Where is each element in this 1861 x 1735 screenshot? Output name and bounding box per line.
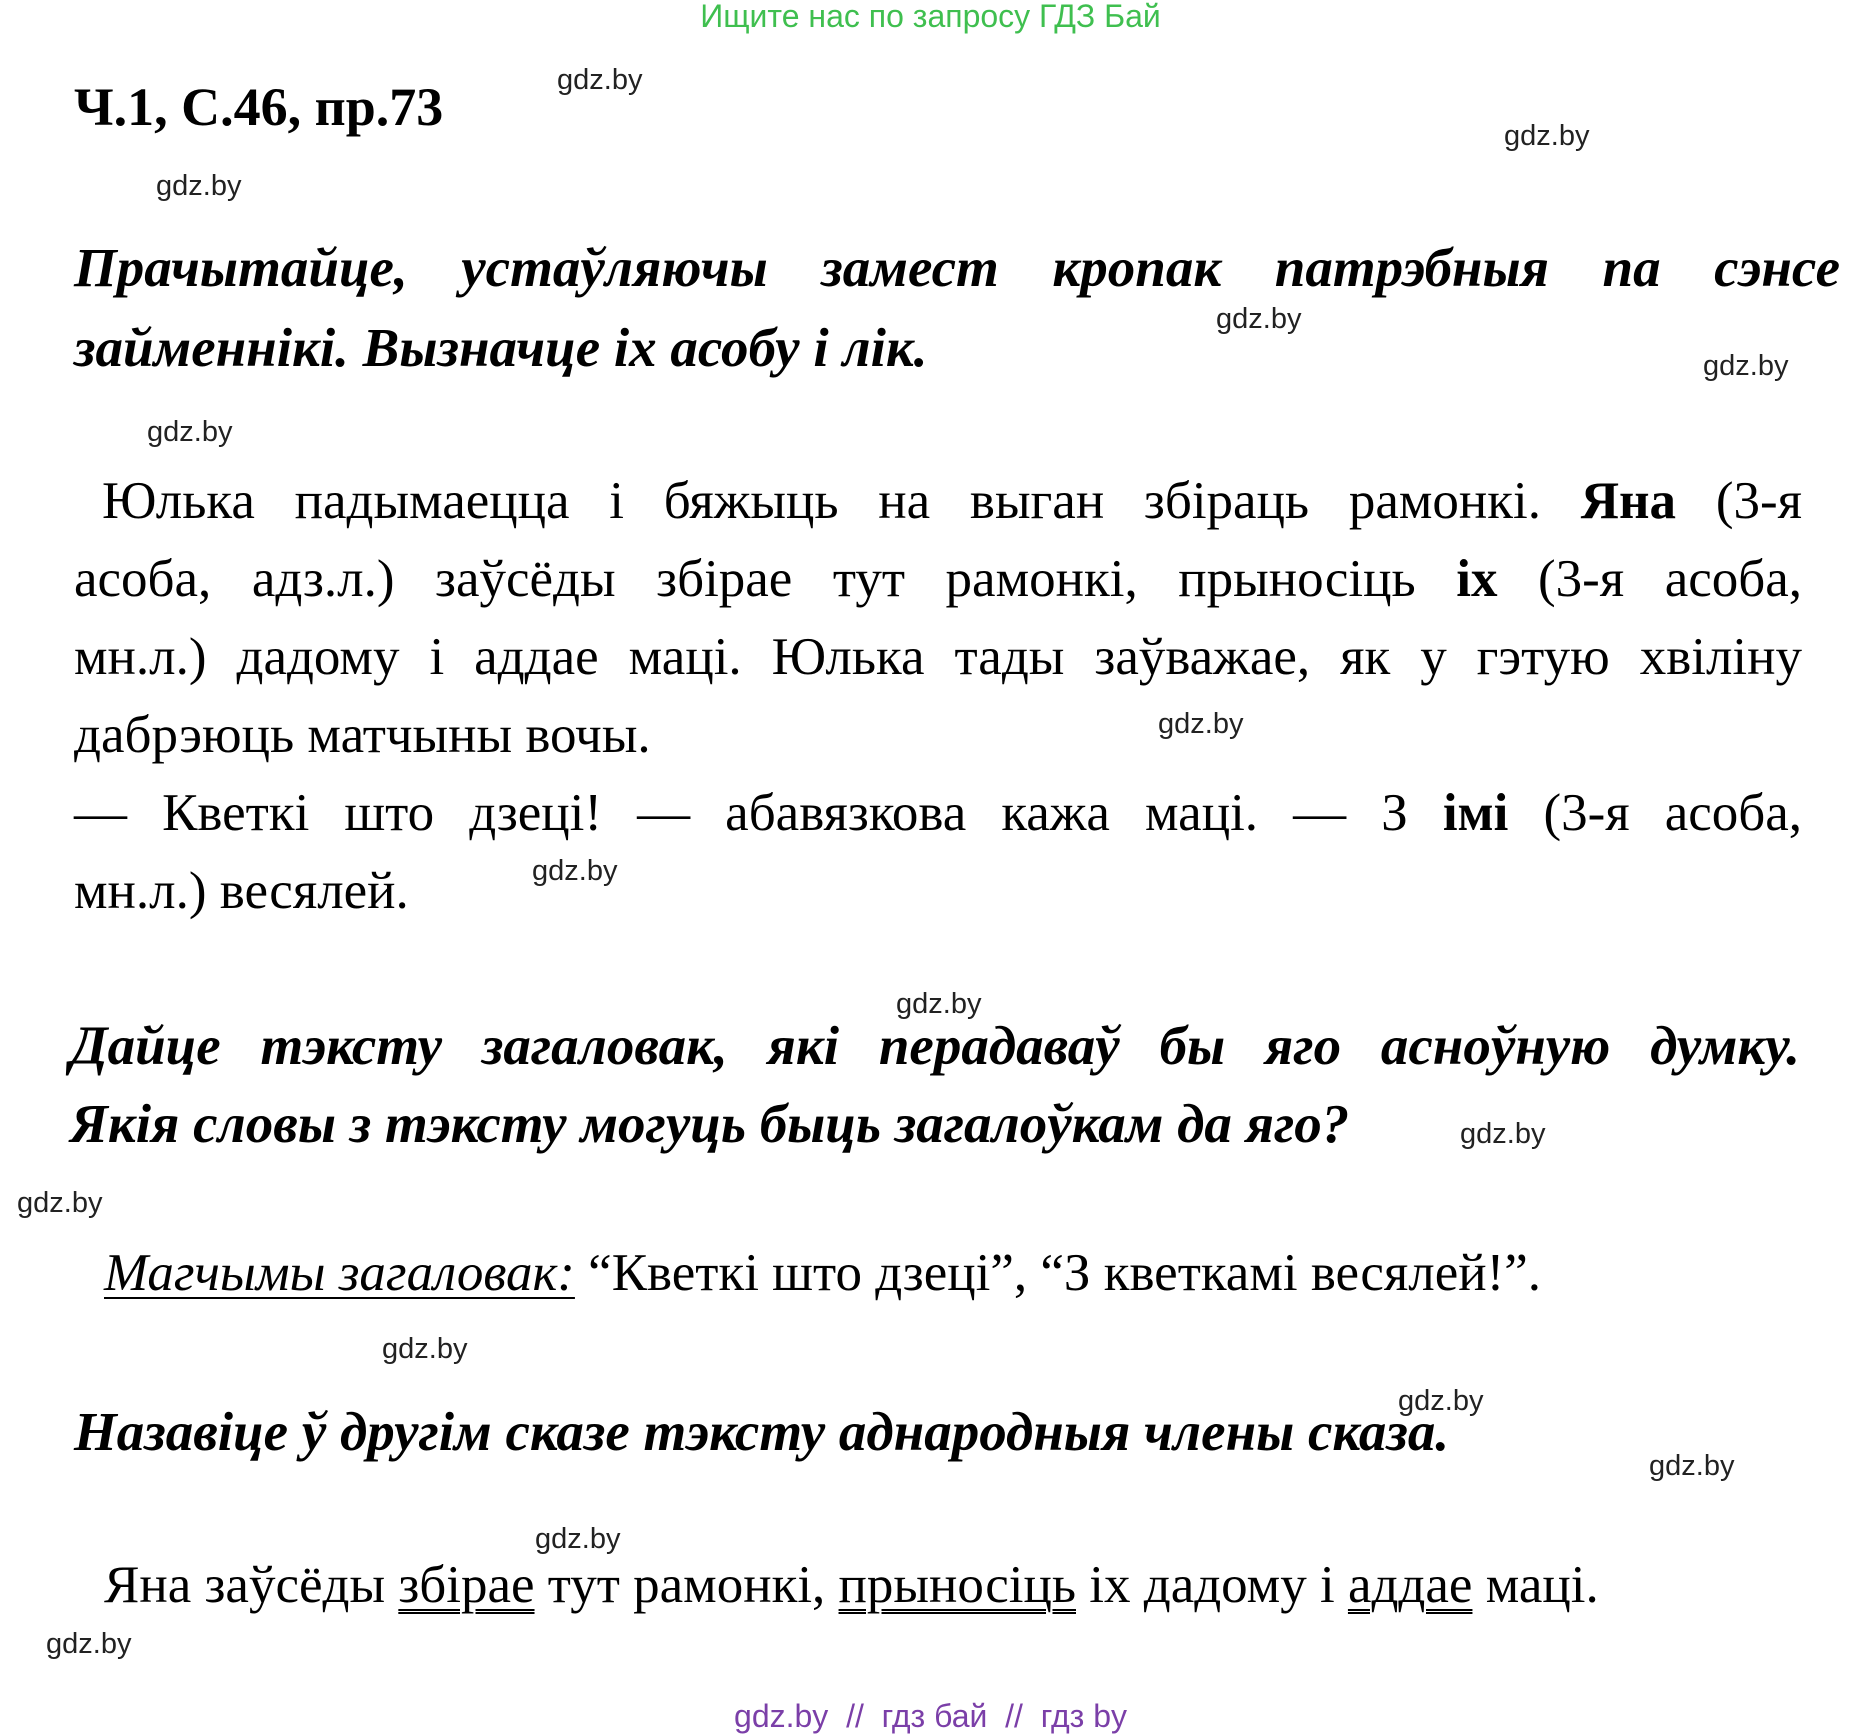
answer-2 — [104, 1234, 1541, 1312]
watermark: gdz.by — [1460, 1118, 1546, 1150]
watermark: gdz.by — [1504, 120, 1590, 152]
text-span: тут рамонкі, — [547, 1556, 826, 1614]
predicate-word: прыносіць — [838, 1556, 1076, 1614]
task-2-line-2: Якія словы з тэксту могуць быць загалоўкам да яго? — [70, 1093, 1350, 1154]
pronoun-bold: імі — [1442, 784, 1509, 842]
text-span: Яна заўсёды — [104, 1556, 386, 1614]
answer-1-line-3: мн.л.) дадому і аддае маці. Юлька тады заўважае, як у гэтую хвіліну — [74, 628, 1802, 686]
pronoun-bold: іх — [1456, 550, 1498, 608]
title-label: Магчымы загаловак: — [104, 1244, 575, 1302]
text-span: маці. — [1485, 1556, 1599, 1614]
answer-1-line-4: дабрэюць матчыны вочы. — [74, 706, 651, 764]
answer-1-line-2 — [74, 540, 1802, 618]
text-span: Юлька падымаецца і бяжыць на выган збіраць рамонкі. — [102, 472, 1541, 530]
text-span: (3-я асоба, — [1538, 550, 1803, 608]
text-span: іх дадому і — [1089, 1556, 1335, 1614]
watermark: gdz.by — [532, 855, 618, 887]
watermark: gdz.by — [896, 988, 982, 1020]
watermark: gdz.by — [1649, 1450, 1735, 1482]
text-span: (3-я — [1715, 472, 1802, 530]
task-2-line-1: Дайце тэксту загаловак, які перадаваў бы яго асноўную думку. — [70, 1015, 1800, 1076]
predicate-word: аддае — [1347, 1556, 1473, 1614]
watermark: gdz.by — [17, 1187, 103, 1219]
page-title: Ч.1, С.46, пр.73 — [74, 77, 444, 137]
watermark: gdz.by — [46, 1628, 132, 1660]
text-span: (3-я асоба, — [1543, 784, 1803, 842]
footer-links: gdz.by // гдз бай // гдз by — [734, 1698, 1127, 1734]
watermark: gdz.by — [1398, 1385, 1484, 1417]
text-span: — Кветкі што дзеці! — абавязкова кажа маці. — З — [74, 784, 1408, 842]
watermark: gdz.by — [156, 170, 242, 202]
watermark: gdz.by — [557, 64, 643, 96]
answer-3 — [104, 1546, 1599, 1624]
pronoun-bold: Яна — [1580, 472, 1677, 530]
watermark: gdz.by — [147, 416, 233, 448]
task-1-line-2: займеннікі. Вызначце іх асобу і лік. — [74, 317, 928, 378]
task-1-line-1: Прачытайце, устаўляючы замест кропак патрэбныя па сэнсе — [74, 237, 1840, 298]
answer-1-line-6: мн.л.) весялей. — [74, 862, 409, 920]
watermark: gdz.by — [1703, 350, 1789, 382]
title-options: “Кветкі што дзеці”, “З кветкамі весялей!”. — [588, 1244, 1542, 1302]
watermark: gdz.by — [1158, 708, 1244, 740]
watermark: gdz.by — [382, 1333, 468, 1365]
watermark: gdz.by — [1216, 303, 1302, 335]
task-3: Назавіце ў другім сказе тэксту аднародныя члены сказа. — [74, 1401, 1450, 1462]
search-banner: Ищите нас по запросу ГДЗ Бай — [700, 0, 1161, 34]
answer-1-line-5 — [74, 774, 1802, 852]
answer-1-line-1 — [102, 462, 1802, 540]
watermark: gdz.by — [535, 1523, 621, 1555]
text-span: асоба, адз.л.) заўсёды збірае тут рамонкі, прыносіць — [74, 550, 1416, 608]
predicate-word: збірае — [398, 1556, 535, 1614]
